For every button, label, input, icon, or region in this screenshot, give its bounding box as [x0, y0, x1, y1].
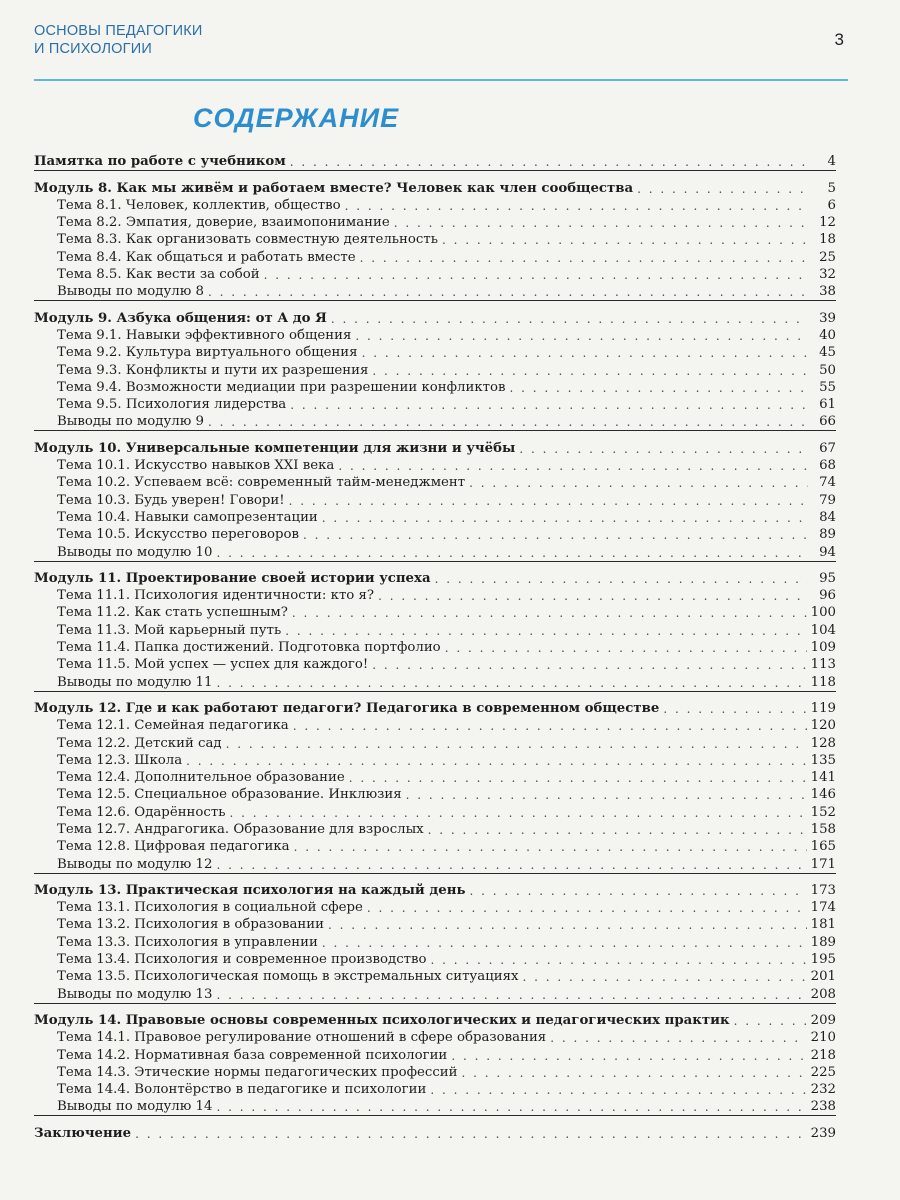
- toc-entry-label: Модуль 8. Как мы живём и работаем вместе? Человек как член сообщества: [34, 180, 634, 196]
- toc-page-number: 100: [810, 605, 836, 621]
- dot-leader: [216, 988, 806, 1002]
- book-title: [34, 22, 202, 58]
- toc-entry-label: Выводы по модулю 13: [57, 986, 213, 1002]
- toc-entry-summary[interactable]: [34, 412, 836, 429]
- toc-entry-summary[interactable]: [34, 672, 836, 689]
- toc-entry-topic[interactable]: [34, 751, 836, 768]
- toc-entry-topic[interactable]: [34, 247, 836, 264]
- toc-page-number: 5: [827, 180, 836, 196]
- toc-page-number: 209: [810, 1012, 836, 1028]
- toc-entry-label: Выводы по модулю 8: [57, 284, 205, 300]
- dot-leader: [328, 918, 807, 932]
- dot-leader: [208, 415, 808, 429]
- toc-page-number: 12: [819, 215, 836, 231]
- dot-leader: [442, 233, 808, 247]
- toc-page-number: 89: [819, 527, 836, 543]
- toc-entry-topic[interactable]: [34, 932, 836, 949]
- toc-entry-label: Тема 11.2. Как стать успешным?: [57, 605, 288, 621]
- toc-entry-label: Модуль 14. Правовые основы современных психологических и педагогических практик: [34, 1012, 730, 1028]
- toc-page-number: 218: [810, 1047, 836, 1063]
- toc-page-number: 74: [819, 475, 836, 491]
- toc-entry-label: Выводы по модулю 11: [57, 674, 213, 690]
- toc-entry-label: Выводы по модулю 9: [57, 414, 205, 430]
- header-divider: [34, 79, 848, 81]
- dot-leader: [510, 381, 808, 395]
- toc-entry-topic[interactable]: [34, 525, 836, 542]
- toc-entry-label: Тема 8.4. Как общаться и работать вместе: [57, 249, 356, 265]
- toc-entry-label: Тема 12.7. Андрагогика. Образование для взрослых: [57, 821, 424, 837]
- memo-section: [34, 152, 836, 171]
- book-title-line2: И ПСИХОЛОГИИ: [34, 41, 152, 57]
- toc-entry-label: Тема 13.4. Психология и современное производство: [57, 952, 427, 968]
- toc-entry-topic[interactable]: [34, 265, 836, 282]
- toc-page-number: 135: [810, 752, 836, 768]
- toc-entry-label: Тема 12.2. Детский сад: [57, 735, 222, 751]
- toc-entry-summary[interactable]: [34, 984, 836, 1001]
- toc-page-number: 239: [810, 1125, 836, 1141]
- toc-page-number: 96: [819, 588, 836, 604]
- toc-entry-label: Тема 9.2. Культура виртуального общения: [57, 345, 358, 361]
- table-of-contents: [34, 152, 836, 1141]
- dot-leader: [367, 901, 807, 915]
- dot-leader: [519, 442, 808, 456]
- toc-entry-label: Тема 12.4. Дополнительное образование: [57, 770, 345, 786]
- toc-entry-label: Памятка по работе с учебником: [34, 154, 286, 170]
- toc-entry-label: Тема 13.2. Психология в образовании: [57, 917, 325, 933]
- toc-page-number: 6: [827, 197, 836, 213]
- toc-entry-topic[interactable]: [34, 768, 836, 785]
- toc-page-number: 79: [819, 492, 836, 508]
- toc-entry-topic[interactable]: [34, 1028, 836, 1045]
- toc-entry-topic[interactable]: [34, 950, 836, 967]
- dot-leader: [430, 1083, 806, 1097]
- dot-leader: [372, 658, 806, 672]
- dot-leader: [229, 806, 806, 820]
- toc-entry-topic[interactable]: [34, 1045, 836, 1062]
- toc-entry-label: Выводы по модулю 14: [57, 1099, 213, 1115]
- toc-entry-conclusion[interactable]: [34, 1123, 836, 1140]
- toc-entry-label: Тема 12.1. Семейная педагогика: [57, 718, 289, 734]
- dot-leader: [216, 546, 808, 560]
- toc-entry-label: Модуль 11. Проектирование своей истории успеха: [34, 570, 431, 586]
- toc-page-number: 174: [810, 900, 836, 916]
- toc-entry-label: Тема 11.5. Мой успех — успех для каждого!: [57, 657, 369, 673]
- toc-entry-label: Тема 14.2. Нормативная база современной психологии: [57, 1047, 448, 1063]
- toc-page-number: 104: [810, 622, 836, 638]
- dot-leader: [550, 1031, 806, 1045]
- toc-entry-topic[interactable]: [34, 898, 836, 915]
- toc-entry-label: Тема 12.5. Специальное образование. Инклюзия: [57, 787, 402, 803]
- toc-entry-topic[interactable]: [34, 716, 836, 733]
- toc-page-number: 195: [810, 952, 836, 968]
- toc-entry-topic[interactable]: [34, 196, 836, 213]
- toc-entry-topic[interactable]: [34, 586, 836, 603]
- toc-page-number: 201: [810, 969, 836, 985]
- toc-entry-topic[interactable]: [34, 360, 836, 377]
- toc-entry-topic[interactable]: [34, 820, 836, 837]
- dot-leader: [445, 641, 807, 655]
- module-section: [34, 1011, 836, 1117]
- toc-page-number: 61: [819, 397, 836, 413]
- toc-entry-label: Тема 10.4. Навыки самопрезентации: [57, 509, 318, 525]
- module-section: [34, 569, 836, 692]
- toc-entry-topic[interactable]: [34, 473, 836, 490]
- toc-entry-topic[interactable]: [34, 733, 836, 750]
- page-number: 3: [834, 30, 844, 49]
- toc-entry-label: Тема 8.3. Как организовать совместную деятельность: [57, 232, 438, 248]
- toc-page-number: 238: [810, 1099, 836, 1115]
- toc-page-number: 66: [819, 414, 836, 430]
- toc-entry-module[interactable]: [34, 1011, 836, 1028]
- dot-leader: [431, 953, 807, 967]
- dot-leader: [406, 788, 807, 802]
- toc-page-number: 18: [819, 232, 836, 248]
- module-section: [34, 881, 836, 1004]
- module-section: [34, 178, 836, 301]
- toc-entry-label: Тема 12.6. Одарённость: [57, 804, 226, 820]
- toc-entry-label: Тема 8.5. Как вести за собой: [57, 267, 260, 283]
- toc-entry-label: Тема 11.1. Психология идентичности: кто я?: [57, 588, 375, 604]
- toc-page-number: 39: [819, 310, 836, 326]
- dot-leader: [303, 528, 808, 542]
- dot-leader: [435, 572, 808, 586]
- toc-entry-label: Тема 8.1. Человек, коллектив, общество: [57, 197, 341, 213]
- dot-leader: [289, 494, 808, 508]
- toc-entry-label: Тема 11.3. Мой карьерный путь: [57, 622, 282, 638]
- toc-entry-topic[interactable]: [34, 655, 836, 672]
- toc-entry-label: Тема 10.1. Искусство навыков XXI века: [57, 458, 335, 474]
- module-section: [34, 438, 836, 561]
- toc-page-number: 181: [810, 917, 836, 933]
- toc-entry-topic[interactable]: [34, 508, 836, 525]
- toc-page-number: 45: [819, 345, 836, 361]
- toc-page-number: 158: [810, 821, 836, 837]
- toc-entry-topic[interactable]: [34, 395, 836, 412]
- dot-leader: [322, 511, 808, 525]
- toc-page-number: 208: [810, 986, 836, 1002]
- dot-leader: [345, 199, 808, 213]
- toc-entry-label: Модуль 13. Практическая психология на каждый день: [34, 882, 466, 898]
- toc-entry-topic[interactable]: [34, 326, 836, 343]
- toc-page-number: 68: [819, 458, 836, 474]
- toc-page-number: 146: [810, 787, 836, 803]
- toc-page-number: 232: [810, 1082, 836, 1098]
- dot-leader: [523, 970, 807, 984]
- toc-entry-label: Тема 14.1. Правовое регулирование отношений в сфере образования: [57, 1030, 547, 1046]
- toc-entry-summary[interactable]: [34, 282, 836, 299]
- module-section: [34, 699, 836, 874]
- toc-entry-module[interactable]: [34, 569, 836, 586]
- dot-leader: [734, 1014, 807, 1028]
- toc-page-number: 173: [810, 882, 836, 898]
- toc-entry-label: Тема 9.3. Конфликты и пути их разрешения: [57, 362, 369, 378]
- toc-page-number: 118: [810, 674, 836, 690]
- dot-leader: [349, 771, 807, 785]
- toc-entry-module[interactable]: [34, 699, 836, 716]
- toc-entry-label: Тема 13.3. Психология в управлении: [57, 934, 318, 950]
- dot-leader: [290, 398, 808, 412]
- dot-leader: [264, 268, 808, 282]
- toc-entry-topic[interactable]: [34, 638, 836, 655]
- dot-leader: [428, 823, 807, 837]
- toc-entry-topic[interactable]: [34, 1080, 836, 1097]
- toc-page-number: 84: [819, 509, 836, 525]
- toc-entry-label: Тема 13.1. Психология в социальной сфере: [57, 900, 363, 916]
- toc-page-number: 152: [810, 804, 836, 820]
- toc-entry-label: Выводы по модулю 12: [57, 856, 213, 872]
- dot-leader: [293, 719, 807, 733]
- toc-entry-module[interactable]: [34, 178, 836, 195]
- toc-entry-topic[interactable]: [34, 967, 836, 984]
- dot-leader: [362, 346, 808, 360]
- dot-leader: [451, 1049, 806, 1063]
- dot-leader: [216, 1100, 806, 1114]
- dot-leader: [322, 936, 807, 950]
- toc-page-number: 113: [810, 657, 836, 673]
- toc-entry-label: Тема 12.3. Школа: [57, 752, 183, 768]
- toc-entry-topic[interactable]: [34, 378, 836, 395]
- toc-entry-topic[interactable]: [34, 802, 836, 819]
- toc-entry-label: Тема 13.5. Психологическая помощь в экстремальных ситуациях: [57, 969, 519, 985]
- dot-leader: [469, 884, 806, 898]
- dot-leader: [135, 1127, 807, 1141]
- dot-leader: [216, 676, 806, 690]
- dot-leader: [360, 251, 808, 265]
- toc-page-number: 165: [810, 839, 836, 855]
- toc-entry-topic[interactable]: [34, 490, 836, 507]
- toc-entry-topic[interactable]: [34, 603, 836, 620]
- toc-entry-label: Тема 10.3. Будь уверен! Говори!: [57, 492, 285, 508]
- toc-entry-label: Тема 9.4. Возможности медиации при разрешении конфликтов: [57, 379, 506, 395]
- toc-page-number: 210: [810, 1030, 836, 1046]
- toc-page-number: 189: [810, 934, 836, 950]
- toc-page-number: 67: [819, 440, 836, 456]
- toc-page-number: 25: [819, 249, 836, 265]
- toc-entry-label: Заключение: [34, 1125, 132, 1141]
- toc-entry-memo[interactable]: [34, 152, 836, 169]
- toc-entry-topic[interactable]: [34, 620, 836, 637]
- dot-leader: [226, 737, 807, 751]
- dot-leader: [294, 840, 807, 854]
- toc-entry-label: Тема 9.5. Психология лидерства: [57, 397, 287, 413]
- toc-entry-label: Модуль 10. Универсальные компетенции для жизни и учёбы: [34, 440, 516, 456]
- toc-entry-topic[interactable]: [34, 785, 836, 802]
- dot-leader: [378, 589, 808, 603]
- toc-entry-label: Выводы по модулю 10: [57, 544, 213, 560]
- page-header: [0, 0, 900, 80]
- toc-page-number: 32: [819, 267, 836, 283]
- dot-leader: [462, 1066, 807, 1080]
- toc-entry-topic[interactable]: [34, 213, 836, 230]
- dot-leader: [292, 606, 807, 620]
- toc-entry-topic[interactable]: [34, 915, 836, 932]
- toc-entry-topic[interactable]: [34, 1063, 836, 1080]
- dot-leader: [663, 702, 806, 716]
- toc-page-number: 94: [819, 544, 836, 560]
- toc-entry-summary[interactable]: [34, 1097, 836, 1114]
- toc-page-number: 120: [810, 718, 836, 734]
- toc-page-number: 119: [810, 700, 836, 716]
- toc-entry-topic[interactable]: [34, 837, 836, 854]
- toc-page-number: 109: [810, 640, 836, 656]
- module-section: [34, 308, 836, 431]
- toc-page-number: 171: [810, 856, 836, 872]
- toc-entry-module[interactable]: [34, 881, 836, 898]
- dot-leader: [331, 312, 808, 326]
- toc-page-number: 225: [810, 1064, 836, 1080]
- dot-leader: [208, 285, 808, 299]
- toc-entry-topic[interactable]: [34, 456, 836, 473]
- book-title-line1: ОСНОВЫ ПЕДАГОГИКИ: [34, 23, 203, 39]
- toc-entry-label: Тема 11.4. Папка достижений. Подготовка портфолио: [57, 640, 441, 656]
- toc-entry-summary[interactable]: [34, 542, 836, 559]
- toc-entry-summary[interactable]: [34, 854, 836, 871]
- dot-leader: [290, 155, 808, 169]
- toc-entry-module[interactable]: [34, 438, 836, 455]
- toc-entry-topic[interactable]: [34, 230, 836, 247]
- dot-leader: [285, 624, 806, 638]
- toc-page-number: 40: [819, 327, 836, 343]
- toc-entry-label: Тема 10.2. Успеваем всё: современный тайм-менеджмент: [57, 475, 466, 491]
- toc-page-number: 50: [819, 362, 836, 378]
- toc-entry-label: Тема 12.8. Цифровая педагогика: [57, 839, 290, 855]
- toc-page-number: 55: [819, 379, 836, 395]
- toc-page-number: 38: [819, 284, 836, 300]
- toc-entry-label: Модуль 9. Азбука общения: от А до Я: [34, 310, 327, 326]
- toc-entry-label: Тема 9.1. Навыки эффективного общения: [57, 327, 352, 343]
- dot-leader: [338, 459, 808, 473]
- dot-leader: [372, 364, 808, 378]
- toc-page-number: 128: [810, 735, 836, 751]
- toc-page-number: 95: [819, 570, 836, 586]
- dot-leader: [355, 329, 808, 343]
- toc-entry-label: Тема 14.3. Этические нормы педагогических профессий: [57, 1064, 458, 1080]
- modules-list: [34, 178, 836, 1116]
- toc-entry-label: Модуль 12. Где и как работают педагоги? Педагогика в современном обществе: [34, 700, 660, 716]
- dot-leader: [637, 182, 808, 196]
- dot-leader: [394, 216, 808, 230]
- page-title: СОДЕРЖАНИЕ: [193, 103, 400, 133]
- toc-entry-label: Тема 14.4. Волонтёрство в педагогике и психологии: [57, 1082, 427, 1098]
- toc-entry-label: Тема 10.5. Искусство переговоров: [57, 527, 300, 543]
- toc-entry-module[interactable]: [34, 308, 836, 325]
- toc-page-number: 4: [827, 154, 836, 170]
- toc-page-number: 141: [810, 770, 836, 786]
- toc-entry-label: Тема 8.2. Эмпатия, доверие, взаимопонимание: [57, 215, 390, 231]
- toc-entry-topic[interactable]: [34, 343, 836, 360]
- dot-leader: [469, 476, 808, 490]
- dot-leader: [216, 858, 806, 872]
- dot-leader: [186, 754, 806, 768]
